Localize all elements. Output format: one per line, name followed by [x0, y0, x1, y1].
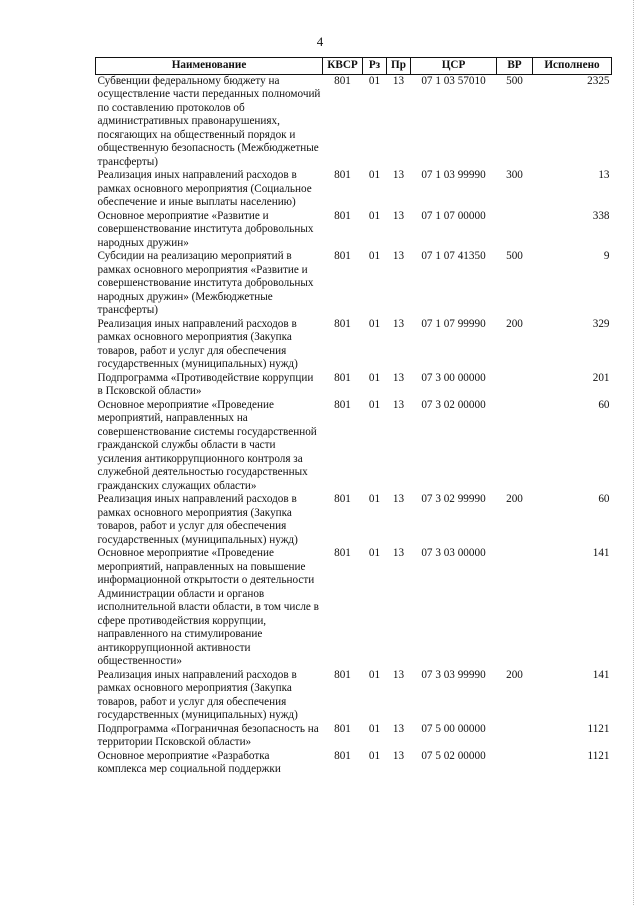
cell-vr: [497, 210, 533, 251]
cell-pr: 13: [392, 209, 405, 222]
table-body: [96, 74, 612, 777]
header-rz: Рз: [363, 58, 387, 75]
cell-vr: 200: [506, 317, 523, 330]
cell-vr: 200: [506, 493, 523, 505]
cell-name: Реализация иных направлений расходов в рамках основного мероприятия (Закупка товаров, работ и услуг для обеспечения государственных (муниципальных) нужд): [97, 493, 298, 546]
cell-name: Основное мероприятие «Разработка комплекса мер социальной поддержки: [97, 749, 281, 775]
cell-kvsr: 801: [334, 398, 351, 411]
cell-csr: 07 1 07 99990: [421, 317, 486, 330]
table-row: [96, 169, 612, 210]
cell-rz: 01: [368, 371, 381, 384]
cell-vr: 500: [506, 250, 523, 262]
cell-csr: 07 3 02 00000: [421, 398, 486, 411]
cell-kvsr: 801: [334, 169, 351, 181]
cell-rz: 01: [368, 250, 381, 262]
cell-csr: 07 3 02 99990: [421, 493, 486, 505]
page-number: 4: [316, 34, 324, 49]
cell-kvsr: 801: [334, 668, 351, 681]
cell-name: Субвенции федеральному бюджету на осуществление части переданных полномочий по составлению протоколов об административных правонарушениях, посягающих на общественный порядок и общественную безопасность (Межбюджетные трансферты): [97, 74, 321, 168]
cell-rz: 01: [368, 317, 381, 330]
cell-name: Реализация иных направлений расходов в рамках основного мероприятия (Закупка товаров, работ и услуг для обеспечения государственных (муниципальных) нужд): [97, 668, 298, 721]
cell-kvsr: 801: [334, 493, 351, 505]
cell-sum: 60: [598, 398, 610, 411]
header-kvsr: КВСР: [323, 58, 363, 75]
header-name: Наименование: [96, 58, 323, 75]
cell-pr: 13: [392, 317, 405, 330]
cell-sum: 60: [598, 493, 610, 505]
header-csr: ЦСР: [411, 58, 497, 75]
cell-sum: 338: [592, 209, 610, 222]
cell-kvsr: 801: [334, 74, 351, 87]
cell-pr: 13: [392, 250, 405, 262]
cell-sum: 9: [603, 250, 610, 262]
cell-rz: 01: [368, 209, 381, 222]
cell-kvsr: 801: [334, 547, 351, 559]
cell-csr: 07 1 03 57010: [421, 74, 486, 87]
scan-edge-line: [632, 0, 634, 905]
cell-sum: 141: [592, 547, 610, 559]
cell-kvsr: 801: [334, 722, 351, 735]
cell-csr: 07 5 02 00000: [421, 749, 486, 762]
cell-rz: 01: [368, 74, 381, 87]
table-row: [96, 210, 612, 251]
cell-name: Реализация иных направлений расходов в рамках основного мероприятия (Закупка товаров, работ и услуг для обеспечения государственных (муниципальных) нужд): [97, 317, 298, 370]
cell-sum: 2325: [587, 74, 610, 87]
cell-name: Основное мероприятие «Развитие и совершенствование института добровольных народных дружин»: [97, 209, 314, 249]
cell-name: Подпрограмма «Пограничная безопасность на территории Псковской области»: [97, 722, 319, 748]
table-row: [96, 669, 612, 723]
cell-sum: 13: [598, 169, 610, 181]
cell-pr: 13: [392, 493, 405, 505]
cell-sum: 141: [592, 668, 610, 681]
cell-csr: 07 1 07 00000: [421, 209, 486, 222]
header-vr: ВР: [497, 58, 533, 75]
cell-kvsr: 801: [334, 749, 351, 762]
cell-csr: 07 3 03 00000: [421, 547, 486, 559]
cell-rz: 01: [368, 668, 381, 681]
table-row: [96, 74, 612, 169]
cell-csr: 07 1 03 99990: [421, 169, 486, 181]
cell-sum: 329: [592, 317, 610, 330]
table-row: [96, 723, 612, 750]
cell-name: Основное мероприятие «Проведение мероприятий, направленных на повышение информационной открытости о деятельности Администрации области и органов исполнительной власти области, в том числе в сфере противодействия коррупции, направленного на стимулирование антикоррупционной активности общественности»: [97, 547, 319, 667]
cell-csr: 07 5 00 00000: [421, 722, 486, 735]
table-header-row: [96, 58, 612, 75]
table-row: [96, 493, 612, 547]
cell-sum: 1121: [587, 722, 610, 735]
cell-rz: 01: [368, 722, 381, 735]
cell-vr: 300: [506, 169, 523, 181]
cell-rz: 01: [368, 749, 381, 762]
table-row: [96, 318, 612, 372]
cell-vr: [497, 372, 533, 399]
cell-kvsr: 801: [334, 209, 351, 222]
cell-vr: 200: [506, 668, 523, 681]
cell-pr: 13: [392, 398, 405, 411]
cell-kvsr: 801: [334, 250, 351, 262]
table-row: [96, 547, 612, 669]
table-row: [96, 750, 612, 777]
cell-pr: 13: [392, 547, 405, 559]
cell-sum: 201: [592, 371, 610, 384]
table-row: [96, 399, 612, 494]
cell-pr: 13: [392, 722, 405, 735]
cell-pr: 13: [392, 74, 405, 87]
cell-rz: 01: [368, 493, 381, 505]
cell-csr: 07 1 07 41350: [421, 250, 486, 262]
cell-csr: 07 3 03 99990: [421, 668, 486, 681]
cell-sum: 1121: [587, 749, 610, 762]
cell-rz: 01: [368, 398, 381, 411]
cell-vr: [497, 750, 533, 777]
cell-name: Реализация иных направлений расходов в рамках основного мероприятия (Социальное обеспечение и иные выплаты населению): [97, 169, 312, 208]
table-row: [96, 372, 612, 399]
table-row: [96, 250, 612, 318]
cell-rz: 01: [368, 547, 381, 559]
header-sum: Исполнено: [533, 58, 612, 75]
cell-pr: 13: [392, 169, 405, 181]
header-pr: Пр: [387, 58, 411, 75]
cell-rz: 01: [368, 169, 381, 181]
cell-name: Подпрограмма «Противодействие коррупции в Псковской области»: [97, 371, 314, 397]
cell-csr: 07 3 00 00000: [421, 371, 486, 384]
budget-execution-table: [95, 57, 612, 777]
cell-pr: 13: [392, 668, 405, 681]
cell-kvsr: 801: [334, 317, 351, 330]
cell-vr: [497, 547, 533, 669]
cell-name: Основное мероприятие «Проведение мероприятий, направленных на совершенствование системы государственной гражданской службы области в части усиления антикоррупционного контроля за служебной деятельностью государственных гражданских служащих области»: [97, 398, 317, 492]
cell-pr: 13: [392, 371, 405, 384]
cell-vr: [497, 399, 533, 494]
cell-vr: 500: [506, 74, 523, 87]
cell-vr: [497, 723, 533, 750]
cell-pr: 13: [392, 749, 405, 762]
cell-name: Субсидии на реализацию мероприятий в рамках основного мероприятия «Развитие и совершенствование института добровольных народных дружин» (Межбюджетные трансферты): [97, 250, 314, 316]
cell-kvsr: 801: [334, 371, 351, 384]
